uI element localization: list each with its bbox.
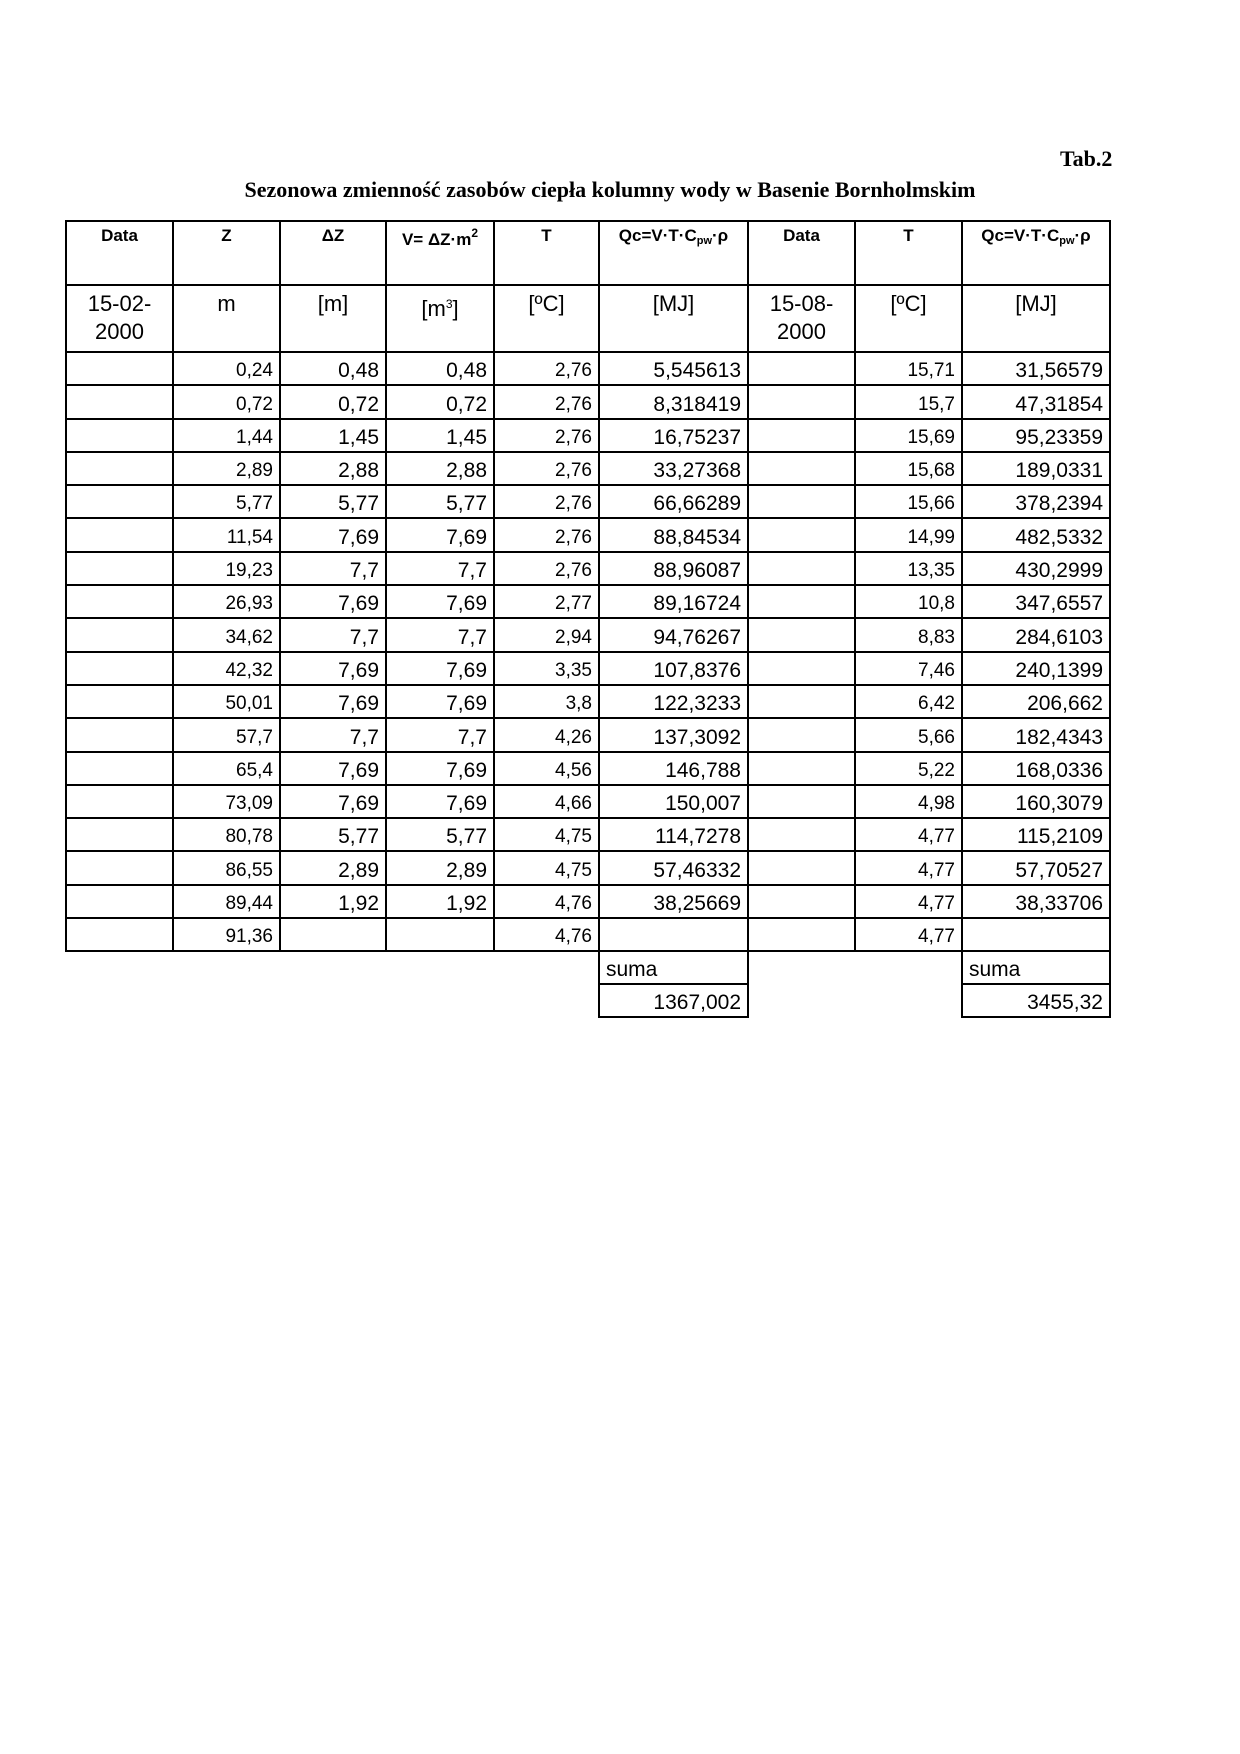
table-row bbox=[66, 452, 1110, 485]
cell-date-winter bbox=[66, 452, 173, 485]
cell-date-summer bbox=[748, 818, 855, 851]
cell-depth: 5,77 bbox=[173, 485, 280, 518]
cell-depth: 11,54 bbox=[173, 518, 280, 551]
cell-depth: 1,44 bbox=[173, 419, 280, 452]
cell-temperature-winter: 4,75 bbox=[494, 851, 599, 884]
cell-date-winter bbox=[66, 718, 173, 751]
cell-depth: 0,72 bbox=[173, 385, 280, 418]
cell-temperature-summer: 10,8 bbox=[855, 585, 962, 618]
cell-temperature-winter: 2,76 bbox=[494, 385, 599, 418]
cell-date-winter bbox=[66, 785, 173, 818]
cell-depth: 91,36 bbox=[173, 918, 280, 951]
cell-date-summer bbox=[748, 618, 855, 651]
cell-temperature-summer: 7,46 bbox=[855, 652, 962, 685]
cell-temperature-summer: 15,69 bbox=[855, 419, 962, 452]
cell-heat-winter: 8,318419 bbox=[599, 385, 748, 418]
cell-heat-winter: 89,16724 bbox=[599, 585, 748, 618]
cell-date-winter bbox=[66, 585, 173, 618]
cell-date-summer bbox=[748, 718, 855, 751]
cell-depth: 26,93 bbox=[173, 585, 280, 618]
cell-date-summer bbox=[748, 518, 855, 551]
cell-date-winter bbox=[66, 485, 173, 518]
date-summer: 15-08-2000 bbox=[748, 285, 855, 352]
cell-layer-thickness bbox=[280, 918, 386, 951]
cell-temperature-summer: 5,66 bbox=[855, 718, 962, 751]
data-rows bbox=[66, 352, 1110, 951]
cell-volume: 7,7 bbox=[386, 618, 494, 651]
cell-volume: 0,72 bbox=[386, 385, 494, 418]
cell-temperature-summer: 4,77 bbox=[855, 885, 962, 918]
cell-volume: 7,69 bbox=[386, 518, 494, 551]
header-volume: $V= \Delta Z\cdot m^2$ bbox=[386, 221, 494, 285]
cell-heat-winter: 114,7278 bbox=[599, 818, 748, 851]
table-reference: Tab.2 bbox=[1060, 146, 1113, 171]
table-row bbox=[66, 385, 1110, 418]
cell-temperature-winter: 2,76 bbox=[494, 419, 599, 452]
cell-heat-winter: 88,96087 bbox=[599, 552, 748, 585]
table-row bbox=[66, 485, 1110, 518]
table-row bbox=[66, 718, 1110, 751]
cell-heat-summer: 38,33706 bbox=[962, 885, 1110, 918]
cell-heat-winter: 88,84534 bbox=[599, 518, 748, 551]
cell-volume: 1,45 bbox=[386, 419, 494, 452]
cell-heat-summer: 57,70527 bbox=[962, 851, 1110, 884]
unit-depth: m bbox=[173, 285, 280, 352]
table-row bbox=[66, 618, 1110, 651]
cell-heat-winter: 146,788 bbox=[599, 752, 748, 785]
cell-temperature-winter: 2,94 bbox=[494, 618, 599, 651]
date-winter: 15-02-2000 bbox=[66, 285, 173, 352]
cell-depth: 57,7 bbox=[173, 718, 280, 751]
cell-heat-winter bbox=[599, 918, 748, 951]
cell-date-summer bbox=[748, 918, 855, 951]
cell-temperature-summer: 15,68 bbox=[855, 452, 962, 485]
cell-heat-summer: 189,0331 bbox=[962, 452, 1110, 485]
cell-temperature-winter: 2,77 bbox=[494, 585, 599, 618]
cell-date-winter bbox=[66, 618, 173, 651]
cell-heat-summer: 47,31854 bbox=[962, 385, 1110, 418]
cell-heat-summer: 160,3079 bbox=[962, 785, 1110, 818]
cell-temperature-winter: 3,8 bbox=[494, 685, 599, 718]
cell-date-summer bbox=[748, 885, 855, 918]
header-temperature-summer: T bbox=[855, 221, 962, 285]
cell-temperature-summer: 15,7 bbox=[855, 385, 962, 418]
cell-temperature-summer: 13,35 bbox=[855, 552, 962, 585]
unit-temperature-summer: [ºC] bbox=[855, 285, 962, 352]
cell-date-winter bbox=[66, 385, 173, 418]
unit-heat-winter: [MJ] bbox=[599, 285, 748, 352]
cell-layer-thickness: 7,69 bbox=[280, 518, 386, 551]
cell-layer-thickness: 7,69 bbox=[280, 685, 386, 718]
cell-temperature-winter: 3,35 bbox=[494, 652, 599, 685]
cell-heat-summer bbox=[962, 918, 1110, 951]
table-title: Sezonowa zmienność zasobów ciepła kolumny wody w Basenie Bornholmskim bbox=[244, 177, 976, 202]
cell-volume: 7,69 bbox=[386, 785, 494, 818]
cell-heat-summer: 206,662 bbox=[962, 685, 1110, 718]
cell-heat-winter: 137,3092 bbox=[599, 718, 748, 751]
table-row bbox=[66, 585, 1110, 618]
cell-heat-winter: 16,75237 bbox=[599, 419, 748, 452]
cell-volume: 2,88 bbox=[386, 452, 494, 485]
cell-layer-thickness: 5,77 bbox=[280, 818, 386, 851]
header-layer-thickness: ΔZ bbox=[280, 221, 386, 285]
cell-date-summer bbox=[748, 585, 855, 618]
header-depth: Z bbox=[173, 221, 280, 285]
cell-heat-winter: 94,76267 bbox=[599, 618, 748, 651]
cell-depth: 42,32 bbox=[173, 652, 280, 685]
cell-date-summer bbox=[748, 419, 855, 452]
table-row bbox=[66, 885, 1110, 918]
cell-heat-winter: 38,25669 bbox=[599, 885, 748, 918]
sum-value-row bbox=[66, 984, 1110, 1017]
table-row bbox=[66, 818, 1110, 851]
cell-temperature-winter: 2,76 bbox=[494, 485, 599, 518]
cell-heat-summer: 182,4343 bbox=[962, 718, 1110, 751]
cell-date-winter bbox=[66, 752, 173, 785]
cell-date-winter bbox=[66, 918, 173, 951]
unit-layer-thickness: [m] bbox=[280, 285, 386, 352]
unit-temperature-winter: [ºC] bbox=[494, 285, 599, 352]
cell-layer-thickness: 7,69 bbox=[280, 752, 386, 785]
cell-temperature-summer: 15,66 bbox=[855, 485, 962, 518]
cell-temperature-winter: 2,76 bbox=[494, 452, 599, 485]
cell-depth: 73,09 bbox=[173, 785, 280, 818]
cell-layer-thickness: 7,7 bbox=[280, 618, 386, 651]
cell-volume: 7,69 bbox=[386, 752, 494, 785]
cell-date-summer bbox=[748, 552, 855, 585]
cell-heat-winter: 122,3233 bbox=[599, 685, 748, 718]
cell-heat-summer: 115,2109 bbox=[962, 818, 1110, 851]
cell-date-summer bbox=[748, 652, 855, 685]
cell-volume: 5,77 bbox=[386, 818, 494, 851]
cell-date-summer bbox=[748, 785, 855, 818]
table-row bbox=[66, 752, 1110, 785]
cell-layer-thickness: 2,89 bbox=[280, 851, 386, 884]
cell-layer-thickness: 7,69 bbox=[280, 785, 386, 818]
cell-volume: 7,7 bbox=[386, 718, 494, 751]
cell-date-winter bbox=[66, 352, 173, 385]
sum-value-summer: 3455,32 bbox=[962, 984, 1110, 1017]
cell-volume: 7,69 bbox=[386, 585, 494, 618]
cell-heat-summer: 95,23359 bbox=[962, 419, 1110, 452]
cell-temperature-summer: 14,99 bbox=[855, 518, 962, 551]
table-row bbox=[66, 552, 1110, 585]
cell-temperature-summer: 4,77 bbox=[855, 918, 962, 951]
table-row bbox=[66, 851, 1110, 884]
cell-temperature-winter: 2,76 bbox=[494, 518, 599, 551]
table-row bbox=[66, 785, 1110, 818]
cell-depth: 50,01 bbox=[173, 685, 280, 718]
cell-layer-thickness: 2,88 bbox=[280, 452, 386, 485]
unit-heat-summer: [MJ] bbox=[962, 285, 1110, 352]
cell-volume: 7,7 bbox=[386, 552, 494, 585]
header-row bbox=[66, 221, 1110, 285]
cell-heat-winter: 150,007 bbox=[599, 785, 748, 818]
heat-resources-table bbox=[65, 220, 1111, 1018]
header-data-winter: Data bbox=[66, 221, 173, 285]
cell-volume bbox=[386, 918, 494, 951]
cell-heat-summer: 378,2394 bbox=[962, 485, 1110, 518]
cell-layer-thickness: 5,77 bbox=[280, 485, 386, 518]
cell-layer-thickness: 7,69 bbox=[280, 585, 386, 618]
cell-temperature-summer: 8,83 bbox=[855, 618, 962, 651]
cell-date-winter bbox=[66, 818, 173, 851]
cell-heat-summer: 240,1399 bbox=[962, 652, 1110, 685]
cell-temperature-summer: 4,98 bbox=[855, 785, 962, 818]
sum-label-summer: suma bbox=[962, 951, 1110, 984]
cell-layer-thickness: 1,45 bbox=[280, 419, 386, 452]
units-row bbox=[66, 285, 1110, 352]
cell-date-winter bbox=[66, 652, 173, 685]
table-row bbox=[66, 419, 1110, 452]
cell-depth: 86,55 bbox=[173, 851, 280, 884]
cell-temperature-summer: 4,77 bbox=[855, 818, 962, 851]
sum-label-row bbox=[66, 951, 1110, 984]
cell-temperature-summer: 6,42 bbox=[855, 685, 962, 718]
cell-temperature-winter: 4,26 bbox=[494, 718, 599, 751]
cell-temperature-winter: 2,76 bbox=[494, 352, 599, 385]
cell-date-winter bbox=[66, 885, 173, 918]
cell-heat-winter: 33,27368 bbox=[599, 452, 748, 485]
cell-temperature-winter: 4,66 bbox=[494, 785, 599, 818]
cell-depth: 80,78 bbox=[173, 818, 280, 851]
cell-heat-summer: 347,6557 bbox=[962, 585, 1110, 618]
cell-heat-summer: 430,2999 bbox=[962, 552, 1110, 585]
table-row bbox=[66, 918, 1110, 951]
table-row bbox=[66, 352, 1110, 385]
cell-layer-thickness: 0,72 bbox=[280, 385, 386, 418]
header-heat-summer: $Qc=V\cdot T\cdot C_{pw}\cdot\rho$ bbox=[962, 221, 1110, 285]
cell-heat-summer: 168,0336 bbox=[962, 752, 1110, 785]
table-row bbox=[66, 685, 1110, 718]
header-data-summer: Data bbox=[748, 221, 855, 285]
header-heat-winter: $Qc=V\cdot T\cdot C_{pw}\cdot\rho$ bbox=[599, 221, 748, 285]
table-row bbox=[66, 652, 1110, 685]
cell-volume: 7,69 bbox=[386, 685, 494, 718]
unit-volume: $[m^3]$ bbox=[386, 285, 494, 352]
cell-layer-thickness: 7,7 bbox=[280, 552, 386, 585]
cell-temperature-summer: 4,77 bbox=[855, 851, 962, 884]
cell-layer-thickness: 0,48 bbox=[280, 352, 386, 385]
cell-heat-winter: 66,66289 bbox=[599, 485, 748, 518]
cell-date-summer bbox=[748, 851, 855, 884]
cell-date-summer bbox=[748, 385, 855, 418]
cell-heat-summer: 482,5332 bbox=[962, 518, 1110, 551]
cell-volume: 5,77 bbox=[386, 485, 494, 518]
table-row bbox=[66, 518, 1110, 551]
cell-volume: 0,48 bbox=[386, 352, 494, 385]
cell-volume: 7,69 bbox=[386, 652, 494, 685]
cell-layer-thickness: 7,7 bbox=[280, 718, 386, 751]
sum-value-winter: 1367,002 bbox=[599, 984, 748, 1017]
cell-temperature-winter: 4,75 bbox=[494, 818, 599, 851]
cell-depth: 34,62 bbox=[173, 618, 280, 651]
cell-temperature-summer: 5,22 bbox=[855, 752, 962, 785]
cell-date-summer bbox=[748, 685, 855, 718]
cell-heat-winter: 107,8376 bbox=[599, 652, 748, 685]
cell-layer-thickness: 1,92 bbox=[280, 885, 386, 918]
cell-date-summer bbox=[748, 452, 855, 485]
cell-depth: 19,23 bbox=[173, 552, 280, 585]
cell-date-winter bbox=[66, 685, 173, 718]
cell-depth: 0,24 bbox=[173, 352, 280, 385]
cell-depth: 65,4 bbox=[173, 752, 280, 785]
cell-volume: 1,92 bbox=[386, 885, 494, 918]
cell-layer-thickness: 7,69 bbox=[280, 652, 386, 685]
cell-heat-winter: 57,46332 bbox=[599, 851, 748, 884]
cell-date-winter bbox=[66, 518, 173, 551]
sum-label-winter: suma bbox=[599, 951, 748, 984]
cell-temperature-winter: 4,76 bbox=[494, 918, 599, 951]
cell-temperature-winter: 4,56 bbox=[494, 752, 599, 785]
cell-depth: 89,44 bbox=[173, 885, 280, 918]
cell-temperature-summer: 15,71 bbox=[855, 352, 962, 385]
cell-date-summer bbox=[748, 752, 855, 785]
cell-date-winter bbox=[66, 552, 173, 585]
cell-volume: 2,89 bbox=[386, 851, 494, 884]
cell-temperature-winter: 4,76 bbox=[494, 885, 599, 918]
cell-temperature-winter: 2,76 bbox=[494, 552, 599, 585]
cell-heat-winter: 5,545613 bbox=[599, 352, 748, 385]
cell-heat-summer: 31,56579 bbox=[962, 352, 1110, 385]
cell-date-summer bbox=[748, 352, 855, 385]
cell-depth: 2,89 bbox=[173, 452, 280, 485]
header-temperature-winter: T bbox=[494, 221, 599, 285]
cell-date-summer bbox=[748, 485, 855, 518]
cell-date-winter bbox=[66, 851, 173, 884]
cell-heat-summer: 284,6103 bbox=[962, 618, 1110, 651]
cell-date-winter bbox=[66, 419, 173, 452]
